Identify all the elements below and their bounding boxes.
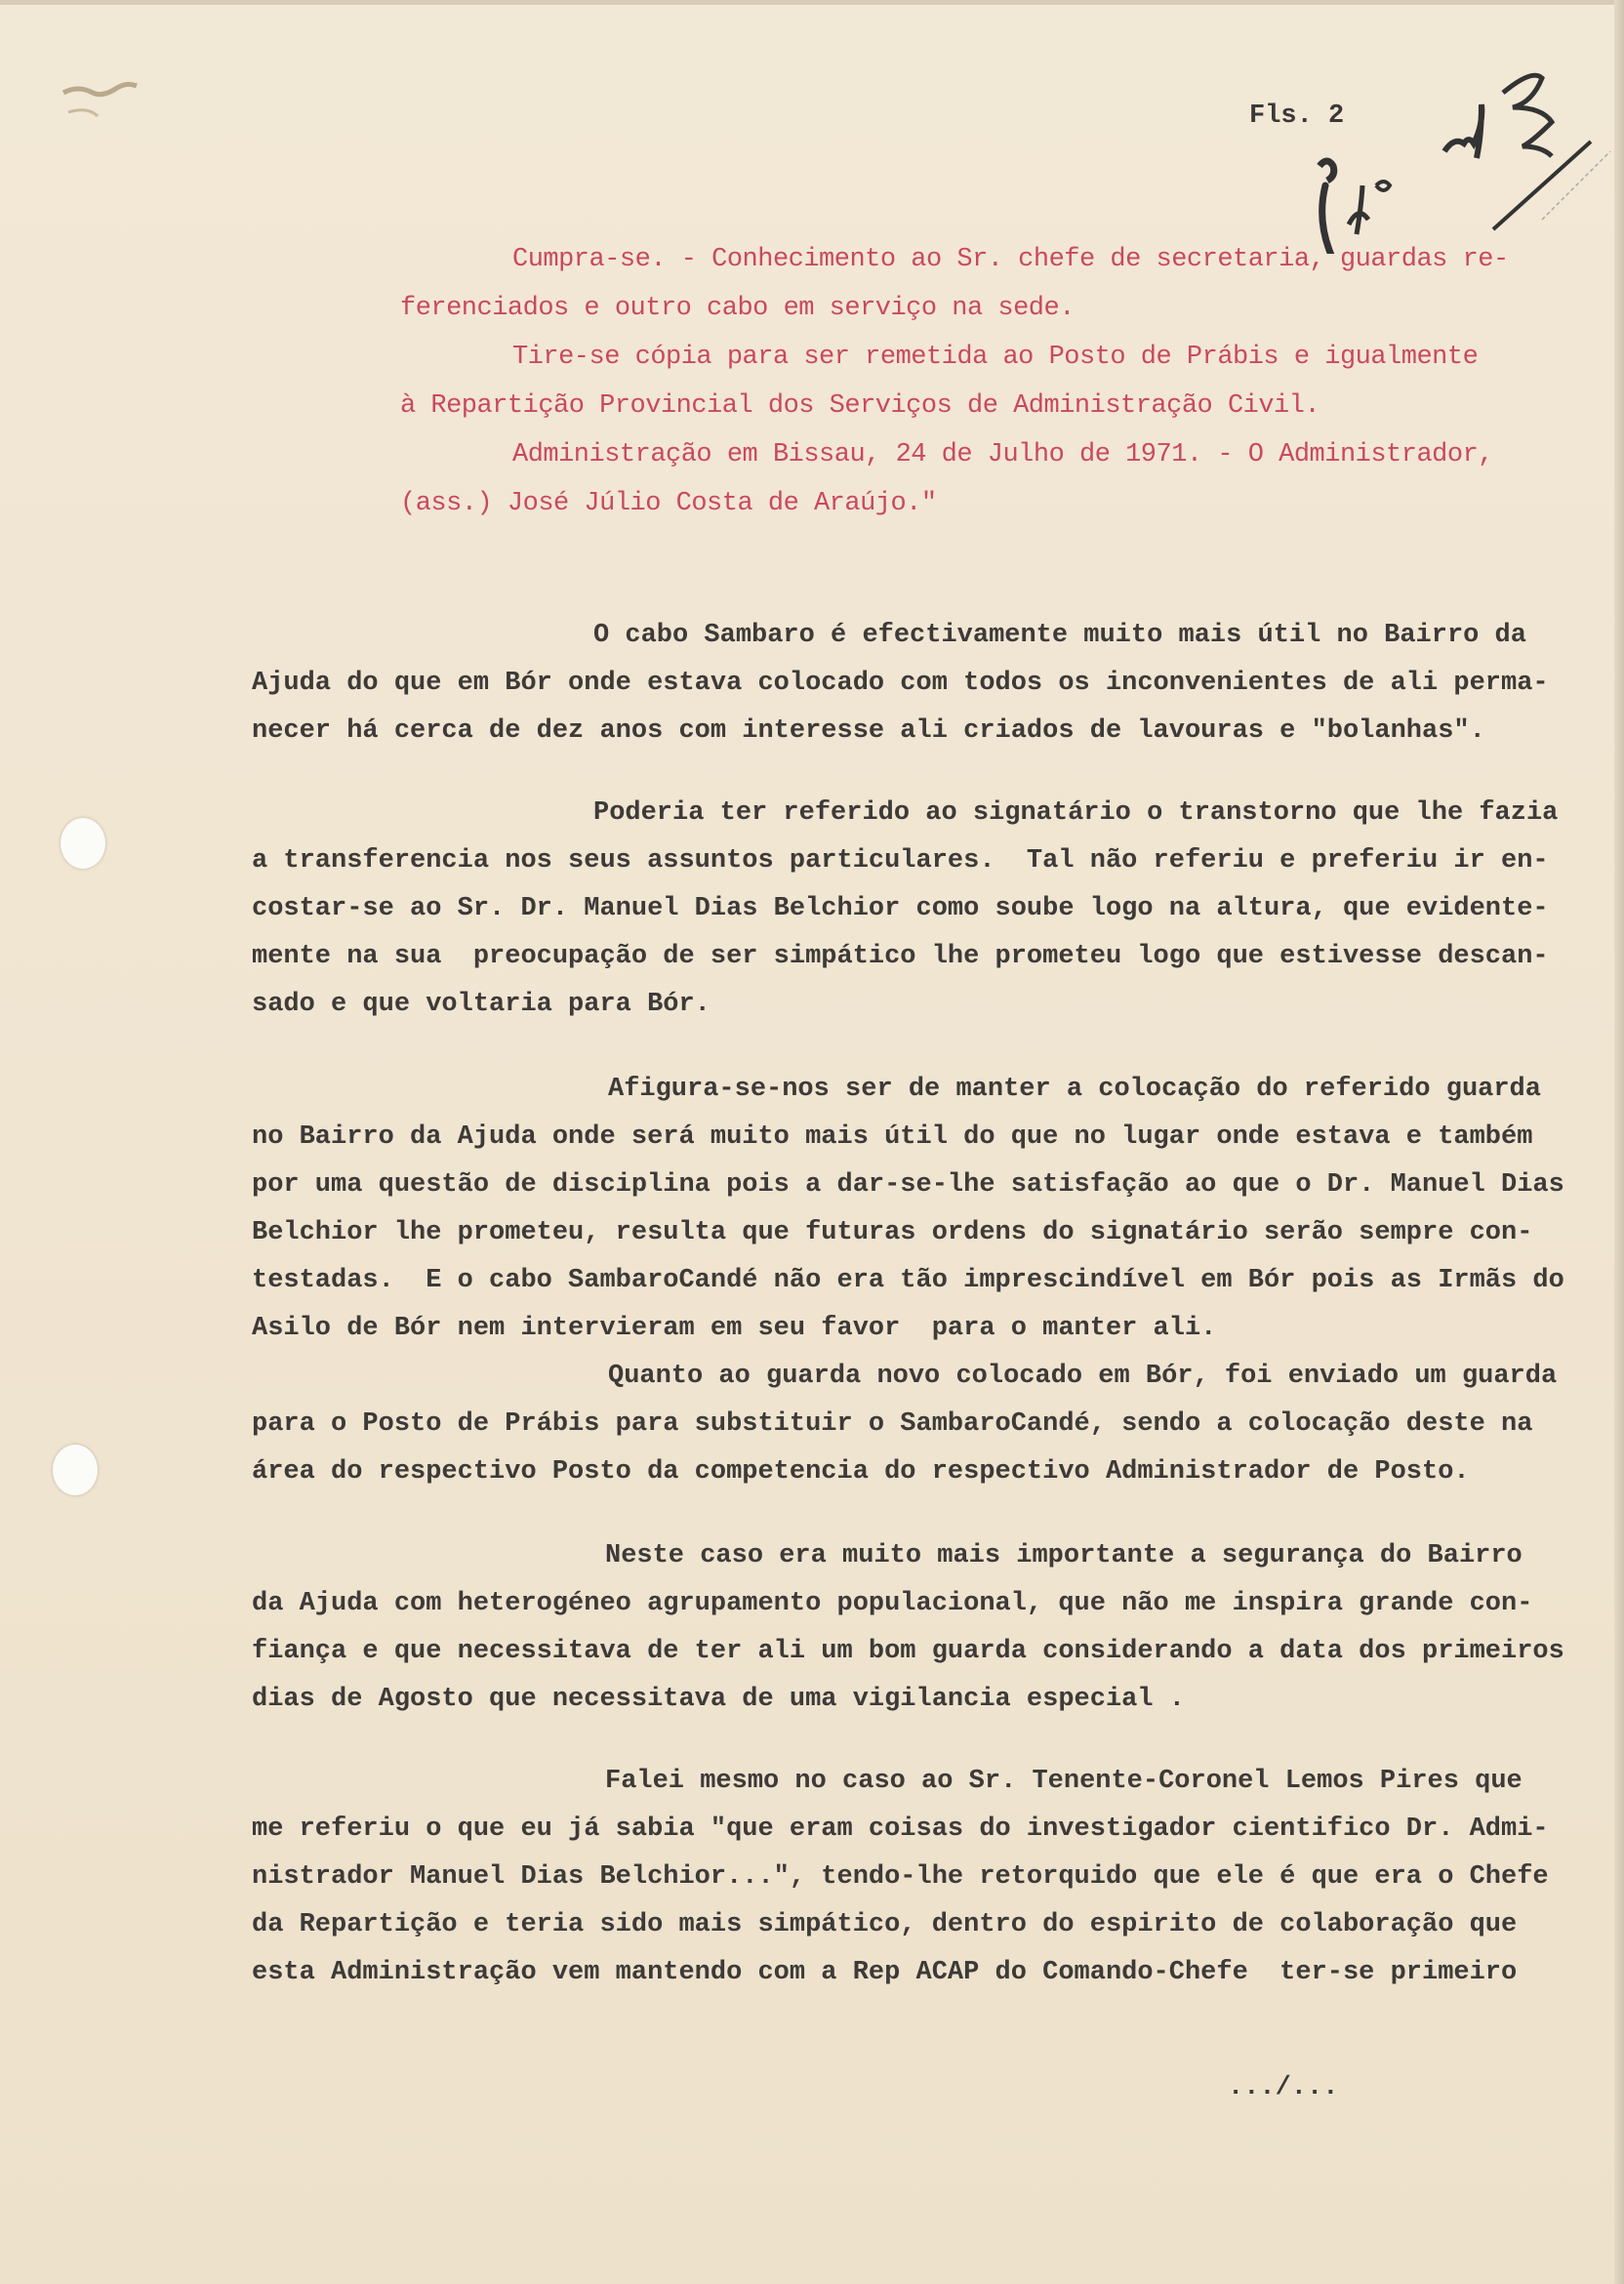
continuation-mark: .../...: [1228, 2073, 1339, 2102]
folio-number: Fls. 2: [1249, 102, 1345, 131]
paragraph-line: no Bairro da Ajuda onde será muito mais útil do que no lugar onde estava e também: [252, 1122, 1533, 1152]
paragraph-line: dias de Agosto que necessitava de uma vigilancia especial .: [252, 1685, 1185, 1714]
paragraph-line: Falei mesmo no caso ao Sr. Tenente-Coronel Lemos Pires que: [605, 1767, 1522, 1796]
paragraph-line: Asilo de Bór nem intervieram em seu favor para o manter ali.: [252, 1314, 1217, 1343]
paragraph-line: Ajuda do que em Bór onde estava colocado com todos os inconvenientes de ali perma-: [252, 669, 1549, 698]
paragraph-3: [252, 1066, 1564, 1353]
dispatch-line: Cumpra-se. - Conhecimento ao Sr. chefe de secretaria, guardas re-: [512, 245, 1509, 274]
quoted-dispatch: [400, 235, 1509, 528]
paragraph-line: testadas. E o cabo SambaroCandé não era tão imprescindível em Bór pois as Irmãs do: [252, 1266, 1564, 1295]
paragraph-line: para o Posto de Prábis para substituir o SambaroCandé, sendo a colocação deste na: [252, 1409, 1533, 1439]
paragraph-line: Belchior lhe prometeu, resulta que futuras ordens do signatário serão sempre con-: [252, 1218, 1533, 1247]
paragraph-line: Poderia ter referido ao signatário o transtorno que lhe fazia: [593, 798, 1559, 828]
paragraph-line: área do respectivo Posto da competencia do respectivo Administrador de Posto.: [252, 1457, 1470, 1487]
paragraph-line: esta Administração vem mantendo com a Rep ACAP do Comando-Chefe ter-se primeiro: [252, 1958, 1518, 1987]
paragraph-line: por uma questão de disciplina pois a dar-se-lhe satisfação ao que o Dr. Manuel Dias: [252, 1170, 1564, 1200]
paragraph-6: [252, 1758, 1549, 1997]
paragraph-line: mente na sua preocupação de ser simpático lhe prometeu logo que estivesse descan-: [252, 942, 1549, 971]
punch-hole: [61, 818, 105, 869]
paragraph-line: necer há cerca de dez anos com interesse ali criados de lavouras e "bolanhas".: [252, 716, 1485, 746]
handwritten-annotation: [1298, 39, 1620, 254]
paragraph-line: da Repartição e teria sido mais simpático, dentro do espirito de colaboração que: [252, 1910, 1518, 1939]
paragraph-line: fiança e que necessitava de ter ali um bom guarda considerando a data dos primeiros: [252, 1637, 1564, 1666]
paragraph-line: nistrador Manuel Dias Belchior...", tendo-lhe retorquido que ele é que era o Chefe: [252, 1862, 1549, 1892]
paper-top-edge: [0, 0, 1624, 5]
paragraph-line: a transferencia nos seus assuntos particulares. Tal não referiu e preferiu ir en-: [252, 846, 1549, 876]
paragraph-line: Quanto ao guarda novo colocado em Bór, foi enviado um guarda: [608, 1362, 1558, 1391]
paragraph-1: [252, 612, 1549, 755]
paragraph-line: Afigura-se-nos ser de manter a colocação do referido guarda: [608, 1075, 1541, 1104]
dispatch-line: Administração em Bissau, 24 de Julho de 1971. - O Administrador,: [512, 440, 1493, 469]
dispatch-line: à Repartição Provincial dos Serviços de Administração Civil.: [400, 391, 1320, 421]
paper-stain: [59, 68, 176, 176]
paragraph-line: Neste caso era muito mais importante a segurança do Bairro: [605, 1541, 1522, 1570]
dispatch-line: (ass.) José Júlio Costa de Araújo.": [400, 489, 937, 518]
dispatch-line: ferenciados e outro cabo em serviço na sede.: [400, 294, 1075, 323]
paper-right-edge: [1614, 0, 1624, 2284]
paragraph-line: O cabo Sambaro é efectivamente muito mais útil no Bairro da: [593, 621, 1526, 650]
dispatch-line: Tire-se cópia para ser remetida ao Posto de Prábis e igualmente: [512, 343, 1479, 372]
paragraph-2: [252, 790, 1558, 1029]
paragraph-4: [252, 1353, 1557, 1496]
paragraph-5: [252, 1532, 1564, 1724]
paragraph-line: costar-se ao Sr. Dr. Manuel Dias Belchior como soube logo na altura, que evidente-: [252, 894, 1549, 923]
paragraph-line: da Ajuda com heterogéneo agrupamento populacional, que não me inspira grande con-: [252, 1589, 1533, 1618]
paragraph-line: me referiu o que eu já sabia "que eram coisas do investigador cientifico Dr. Admi-: [252, 1815, 1549, 1844]
paragraph-line: sado e que voltaria para Bór.: [252, 990, 710, 1019]
punch-hole: [53, 1445, 98, 1495]
